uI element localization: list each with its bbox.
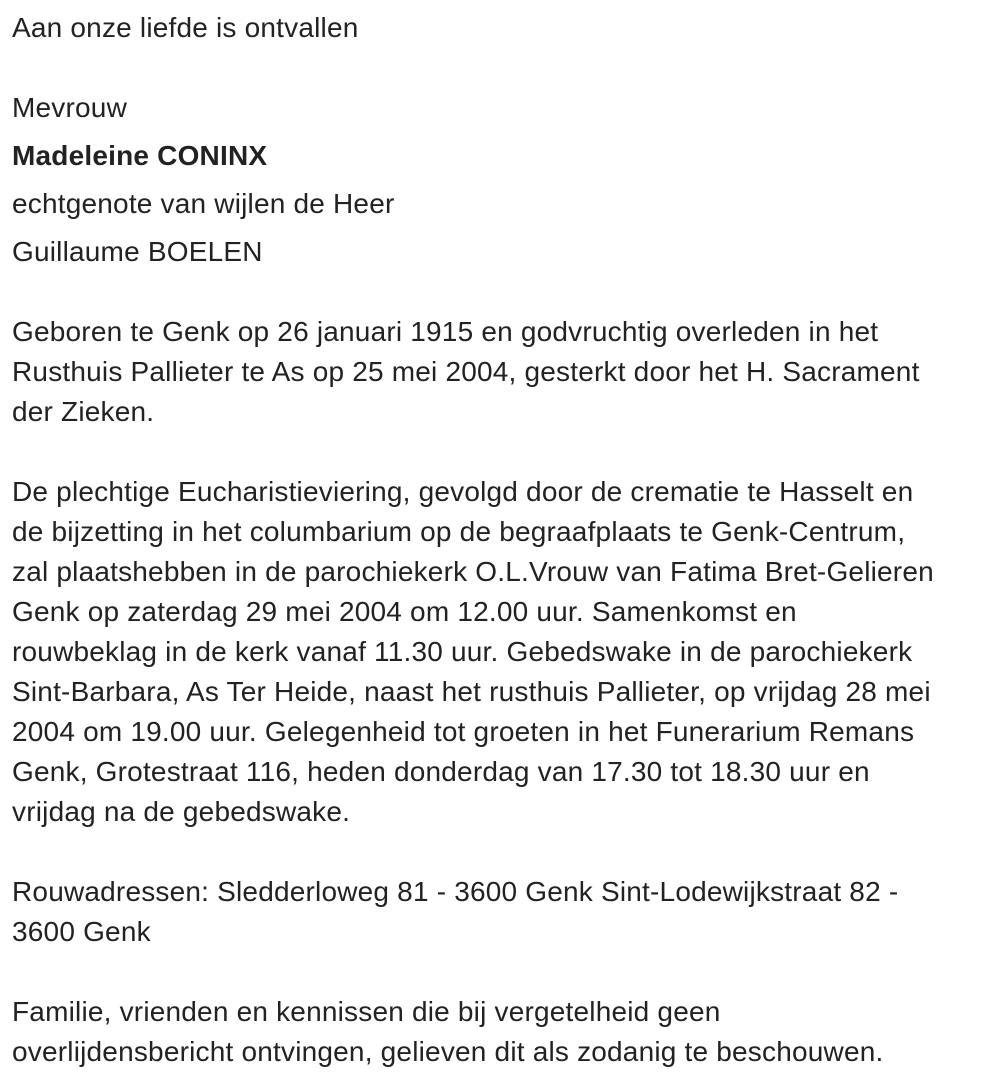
ceremony-line: vrijdag na de gebedswake.: [12, 796, 351, 827]
ceremony-line: Genk, Grotestraat 116, heden donderdag van 17.30 tot 18.30 uur en: [12, 756, 870, 787]
mourning-address-line: 3600 Genk: [12, 916, 151, 947]
intro-block: [12, 8, 988, 48]
birth-death-line: Geboren te Genk op 26 januari 1915 en godvruchtig overleden in het: [12, 316, 879, 347]
relation-line: echtgenote van wijlen de Heer: [12, 188, 395, 219]
closing-line: overlijdensbericht ontvingen, gelieven dit als zodanig te beschouwen.: [12, 1036, 884, 1067]
mourning-addresses-paragraph: [12, 872, 988, 952]
salutation-line: Mevrouw: [12, 92, 127, 123]
birth-death-line: Rusthuis Pallieter te As op 25 mei 2004, gesterkt door het H. Sacrament: [12, 356, 920, 387]
closing-paragraph: [12, 992, 988, 1072]
deceased-block: [12, 88, 988, 272]
ceremony-paragraph: [12, 472, 988, 832]
closing-line: Familie, vrienden en kennissen die bij vergetelheid geen: [12, 996, 721, 1027]
spouse-name: Guillaume BOELEN: [12, 236, 263, 267]
ceremony-line: zal plaatshebben in de parochiekerk O.L.Vrouw van Fatima Bret-Gelieren: [12, 556, 934, 587]
ceremony-line: rouwbeklag in de kerk vanaf 11.30 uur. Gebedswake in de parochiekerk: [12, 636, 913, 667]
mourning-address-line: Rouwadressen: Sledderloweg 81 - 3600 Genk Sint-Lodewijkstraat 82 -: [12, 876, 899, 907]
ceremony-line: 2004 om 19.00 uur. Gelegenheid tot groeten in het Funerarium Remans: [12, 716, 915, 747]
birth-death-line: der Zieken.: [12, 396, 155, 427]
deceased-name: Madeleine CONINX: [12, 140, 268, 171]
intro-line: Aan onze liefde is ontvallen: [12, 12, 359, 43]
ceremony-line: de bijzetting in het columbarium op de begraafplaats te Genk-Centrum,: [12, 516, 906, 547]
birth-death-paragraph: [12, 312, 988, 432]
ceremony-line: De plechtige Eucharistieviering, gevolgd door de crematie te Hasselt en: [12, 476, 914, 507]
ceremony-line: Sint-Barbara, As Ter Heide, naast het rusthuis Pallieter, op vrijdag 28 mei: [12, 676, 931, 707]
ceremony-line: Genk op zaterdag 29 mei 2004 om 12.00 uur. Samenkomst en: [12, 596, 797, 627]
